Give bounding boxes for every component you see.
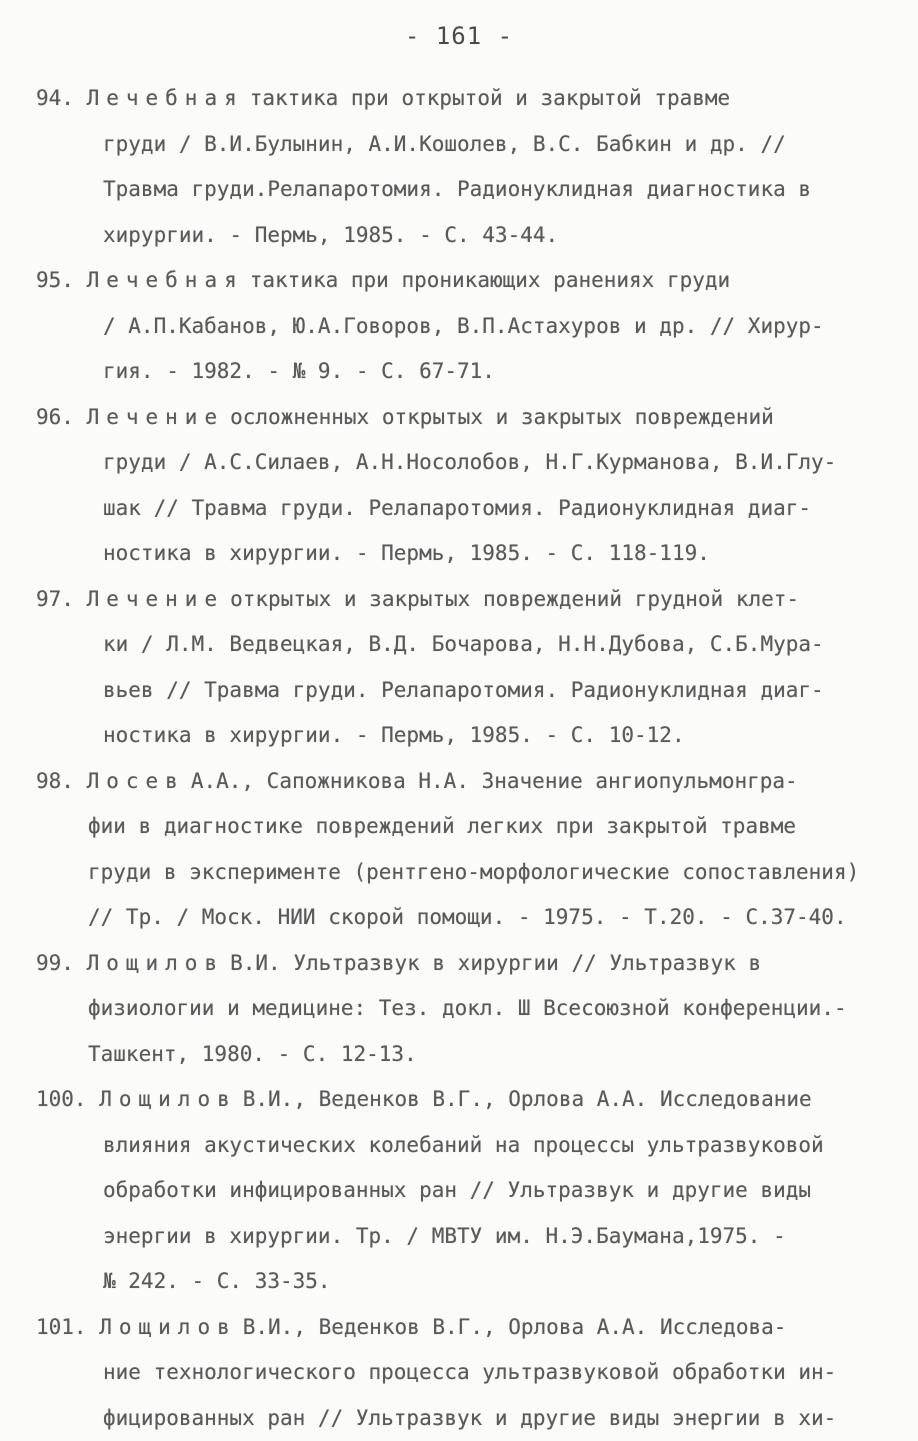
entry-continuation-line: хирургии. - Пермь, 1985. - С. 43-44. [0, 213, 918, 259]
entry-number: 96. [36, 395, 74, 441]
entry-continuation-line: / А.П.Кабанов, Ю.А.Говоров, В.П.Астахуров и др. // Хирур- [0, 304, 918, 350]
entry-line-text: В.И., Веденков В.Г., Орлова А.А. Исследова- [243, 1315, 787, 1339]
entry-line-text: В.И., Веденков В.Г., Орлова А.А. Исследование [243, 1087, 812, 1111]
entry-number: 95. [36, 258, 74, 304]
bibliography-entry [0, 395, 918, 577]
entry-continuation-line: ки / Л.М. Ведвецкая, В.Д. Бочарова, Н.Н.Дубова, С.Б.Мура- [0, 622, 918, 668]
entry-first-line [0, 941, 918, 987]
entry-continuation-line: обработки инфицированных ран // Ультразвук и другие виды [0, 1168, 918, 1214]
entry-line-text: А.А., Сапожникова Н.А. Значение ангиопульмонгра- [191, 769, 798, 793]
entry-number: 101. [36, 1305, 87, 1351]
entry-continuation-line: груди / В.И.Булынин, А.И.Кошолев, В.С. Бабкин и др. // [0, 122, 918, 168]
bibliography-entry [0, 76, 918, 258]
bibliography-entry [0, 577, 918, 759]
entry-lead-word: Лощилов [99, 1315, 237, 1339]
entry-continuation-line: № 242. - С. 33-35. [0, 1259, 918, 1305]
entry-continuation-line: // Тр. / Моск. НИИ скорой помощи. - 1975. - Т.20. - С.37-40. [0, 895, 918, 941]
entry-first-line [0, 76, 918, 122]
entry-number: 94. [36, 76, 74, 122]
entry-continuation-line: шак // Травма груди. Релапаротомия. Радионуклидная диаг- [0, 486, 918, 532]
entry-line-text: открытых и закрытых повреждений грудной клет- [230, 587, 799, 611]
entry-continuation-line: груди / А.С.Силаев, А.Н.Носолобов, Н.Г.Курманова, В.И.Глу- [0, 440, 918, 486]
entry-lead-word: Лечение [87, 405, 225, 429]
entry-lead-word: Лощилов [87, 951, 225, 975]
entry-first-line [0, 1305, 918, 1351]
entry-first-line [0, 1077, 918, 1123]
entry-continuation-line: Ташкент, 1980. - С. 12-13. [0, 1032, 918, 1078]
entry-line-text: осложненных открытых и закрытых повреждений [230, 405, 774, 429]
entry-lead-word: Лечебная [87, 268, 244, 292]
entry-line-text: В.И. Ультразвук в хирургии // Ультразвук в [230, 951, 761, 975]
entry-continuation-line: груди в эксперименте (рентгено-морфологические сопоставления) [0, 850, 918, 896]
entry-continuation-line: ностика в хирургии. - Пермь, 1985. - С. 118-119. [0, 531, 918, 577]
entry-continuation-line: фицированных ран // Ультразвук и другие виды энергии в хи- [0, 1396, 918, 1441]
entry-continuation-line: Травма груди.Релапаротомия. Радионуклидная диагностика в [0, 167, 918, 213]
entry-continuation-line: вьев // Травма груди. Релапаротомия. Радионуклидная диаг- [0, 668, 918, 714]
entry-first-line [0, 577, 918, 623]
entry-lead-word: Лечебная [87, 86, 244, 110]
entry-line-text: тактика при открытой и закрытой травме [250, 86, 730, 110]
entry-continuation-line: энергии в хирургии. Тр. / МВТУ им. Н.Э.Баумана,1975. - [0, 1214, 918, 1260]
entry-line-text: тактика при проникающих ранениях груди [250, 268, 730, 292]
entry-continuation-line: гия. - 1982. - № 9. - С. 67-71. [0, 349, 918, 395]
bibliography-entry [0, 258, 918, 395]
bibliography-entry [0, 1305, 918, 1441]
entry-continuation-line: ние технологического процесса ультразвуковой обработки ин- [0, 1350, 918, 1396]
entry-number: 97. [36, 577, 74, 623]
entry-number: 98. [36, 759, 74, 805]
bibliography-entry [0, 1077, 918, 1305]
entry-lead-word: Лосев [87, 769, 185, 793]
entry-number: 100. [36, 1077, 87, 1123]
bibliography-list [0, 76, 918, 1441]
entry-lead-word: Лечение [87, 587, 225, 611]
entry-continuation-line: ностика в хирургии. - Пермь, 1985. - С. 10-12. [0, 713, 918, 759]
entry-first-line [0, 759, 918, 805]
entry-first-line [0, 395, 918, 441]
bibliography-entry [0, 759, 918, 941]
entry-continuation-line: физиологии и медицине: Тез. докл. Ш Всесоюзной конференции.- [0, 986, 918, 1032]
entry-continuation-line: влияния акустических колебаний на процессы ультразвуковой [0, 1123, 918, 1169]
entry-lead-word: Лощилов [99, 1087, 237, 1111]
page-number: - 161 - [0, 22, 918, 50]
bibliography-entry [0, 941, 918, 1078]
entry-continuation-line: фии в диагностике повреждений легких при закрытой травме [0, 804, 918, 850]
entry-number: 99. [36, 941, 74, 987]
entry-first-line [0, 258, 918, 304]
